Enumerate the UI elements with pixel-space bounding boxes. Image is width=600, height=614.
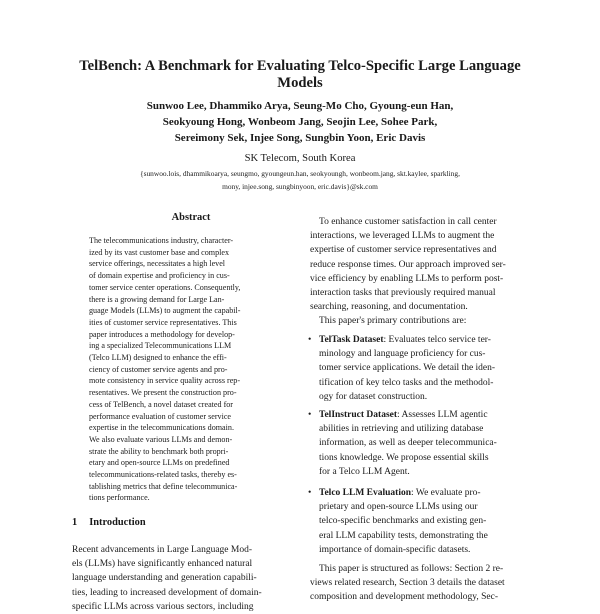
abstract-line: resentatives. We present the construction pro- — [89, 388, 237, 398]
bullet-dot-icon: • — [308, 410, 312, 420]
para-line: expertise of customer service representatives and — [310, 245, 497, 256]
bullet-teltask — [308, 333, 534, 404]
intro-line: specific LLMs across various sectors, including — [72, 601, 254, 612]
abstract-line: tomer service center operations. Consequently, — [89, 282, 241, 292]
abstract-line: strate the ability to benchmark both propri- — [89, 446, 229, 456]
affiliation: SK Telecom, South Korea — [244, 153, 356, 164]
abstract-heading: Abstract — [171, 212, 211, 223]
para-line: interactions, we leveraged LLMs to augment the — [310, 231, 495, 242]
intro-line: els (LLMs) have significantly enhanced natural — [72, 559, 253, 570]
intro-line: Recent advancements in Large Language Mod- — [72, 545, 252, 555]
abstract-line: telecommunications-related tasks, thereby es- — [89, 470, 237, 480]
abstract-line: performance evaluation of customer service — [89, 411, 232, 421]
abstract-line: etary and open-source LLMs on predefined — [89, 458, 230, 468]
abstract-line: ities of customer service representatives. This — [89, 317, 237, 327]
bullet-line: abilities in retrieving and utilizing database — [319, 424, 484, 435]
abstract-line: ing a specialized Telecommunications LLM — [89, 341, 232, 351]
author-line: Seokyoung Hong, Wonbeom Jang, Seojin Lee, Sohee Park, — [162, 116, 438, 128]
bullet-line: for a Telco LLM Agent. — [319, 466, 410, 477]
bullet-line: tification of key telco tasks and the methodol- — [319, 377, 494, 388]
bullet-telco-llm-evaluation — [308, 486, 534, 557]
email-line: mony, injee.song, sungbinyoon, eric.davis}@sk.com — [222, 181, 378, 191]
bullet-line: ogy for dataset construction. — [319, 391, 428, 402]
bullet-line: information, as well as deeper telecommunica- — [319, 438, 497, 449]
bullet-text: : Evaluates telco service ter- — [383, 335, 491, 345]
paper-title — [60, 58, 540, 92]
email-list — [90, 168, 510, 193]
section-heading-introduction — [72, 517, 158, 529]
abstract-line: The telecommunications industry, character- — [89, 236, 234, 245]
bullet-term: Telco LLM Evaluation — [319, 488, 412, 498]
abstract-line: ized by its vast customer base and complex — [89, 247, 230, 257]
contributions-intro — [310, 314, 532, 328]
para-line: searching, reasoning, and documentation. — [310, 302, 468, 313]
abstract-line: cess of TelBench, a novel dataset created for — [89, 399, 234, 409]
para-line: This paper's primary contributions are: — [319, 316, 467, 326]
bullet-first-line — [319, 408, 534, 422]
bullet-line: prietary and open-source LLMs using our — [319, 502, 478, 513]
section-title: Introduction — [89, 517, 146, 528]
bullet-telinstruct — [308, 408, 534, 479]
abstract-line: expertise in the telecommunications domain. — [89, 423, 234, 433]
author-line: Sereimony Sek, Injee Song, Sungbin Yoon, Eric Davis — [174, 132, 426, 144]
bullet-text: : Assesses LLM agentic — [397, 410, 488, 420]
abstract-line: We also evaluate various LLMs and demon- — [89, 434, 233, 444]
bullet-line: eral LLM capability tests, demonstrating the — [319, 530, 488, 541]
right-paragraph-structure — [310, 562, 532, 605]
title-line: TelBench: A Benchmark for Evaluating Telco-Specific Large Language — [79, 58, 521, 74]
bullet-line: importance of domain-specific datasets. — [319, 544, 471, 555]
para-line: reduce response times. Our approach improved ser- — [310, 259, 506, 270]
title-line: Models — [277, 75, 323, 91]
para-line: This paper is structured as follows: Section 2 re- — [319, 564, 504, 574]
bullet-first-line — [319, 486, 534, 500]
abstract-line: ciency of customer service agents and pro- — [89, 364, 228, 374]
bullet-text: : We evaluate pro- — [411, 488, 481, 498]
abstract-line: tions performance. — [89, 493, 150, 503]
abstract-line: there is a growing demand for Large Lan- — [89, 294, 225, 304]
bullet-line: tions knowledge. We propose essential skills — [319, 452, 489, 463]
bullet-first-line — [319, 333, 534, 347]
abstract-line: guage Models (LLMs) to augment the capabil- — [89, 306, 241, 316]
bullet-line: minology and language proficiency for cus- — [319, 349, 486, 360]
abstract-line: of domain expertise and proficiency in cus- — [89, 271, 230, 281]
abstract-line: tablishing metrics that define telecommunica- — [89, 481, 238, 491]
abstract-line: mote consistency in service quality across rep- — [89, 376, 241, 386]
para-line: views related research, Section 3 details the dataset — [310, 578, 505, 589]
bullet-term: TelInstruct Dataset — [319, 410, 398, 420]
author-list — [60, 98, 540, 146]
right-paragraph-1 — [310, 215, 532, 314]
bullet-line: tomer service applications. We detail the iden- — [319, 363, 496, 374]
para-line: To enhance customer satisfaction in call center — [319, 217, 497, 227]
introduction-body — [72, 543, 310, 614]
para-line: vice efficiency by enabling LLMs to perform post- — [310, 273, 504, 284]
abstract-body — [89, 235, 289, 504]
section-number: 1 — [72, 517, 78, 528]
abstract-line: service offerings, necessitates a high level — [89, 259, 226, 269]
abstract-line: (Telco LLM) designed to enhance the effi- — [89, 353, 227, 363]
intro-line: ties, leading to increased development of domain- — [72, 587, 262, 598]
para-line: interaction tasks that previously required manual — [310, 288, 496, 299]
intro-line: language understanding and generation capabili- — [72, 573, 257, 584]
abstract-line: paper introduces a methodology for develop- — [89, 329, 235, 339]
bullet-dot-icon: • — [308, 335, 312, 345]
bullet-line: telco-specific benchmarks and existing gen- — [319, 516, 487, 527]
author-line: Sunwoo Lee, Dhammiko Arya, Seung-Mo Cho, Gyoung-eun Han, — [146, 100, 454, 112]
email-line: {sunwoo.lois, dhammikoarya, seungmo, gyoungeun.han, seokyoungh, wonbeom.jang, skt.kaylee, sparkling, — [140, 169, 460, 178]
para-line: composition and development methodology, Sec- — [310, 592, 499, 603]
bullet-term: TelTask Dataset — [319, 335, 384, 345]
bullet-dot-icon: • — [308, 488, 312, 498]
